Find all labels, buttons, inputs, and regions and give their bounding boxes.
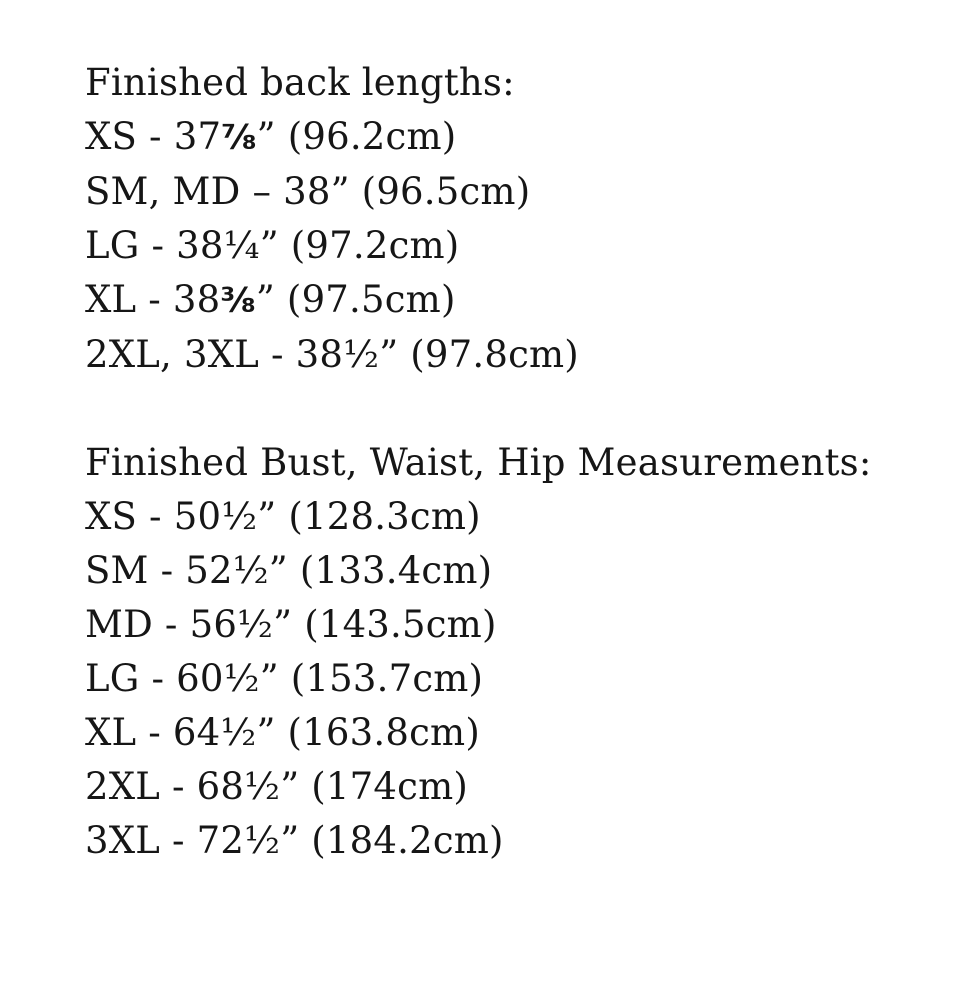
measurement-line: XS - 50½” (128.3cm) <box>85 495 481 538</box>
measurement-line: SM - 52½” (133.4cm) <box>85 549 493 592</box>
measurement-line: XL - 64½” (163.8cm) <box>85 711 480 754</box>
fraction-glyph: ⅜ <box>220 281 256 321</box>
measurement-line: XL - 38⅜” (97.5cm) <box>85 278 456 321</box>
measurement-line: 3XL - 72½” (184.2cm) <box>85 819 504 862</box>
fraction-glyph: ⅞ <box>221 118 257 158</box>
measurement-line: LG - 38¼” (97.2cm) <box>85 224 460 267</box>
measurement-line: SM, MD – 38” (96.5cm) <box>85 170 531 213</box>
measurement-section <box>85 436 918 868</box>
measurement-section <box>85 56 918 382</box>
measurement-line: 2XL, 3XL - 38½” (97.8cm) <box>85 333 579 376</box>
section-title: Finished Bust, Waist, Hip Measurements: <box>85 441 872 484</box>
measurement-line: LG - 60½” (153.7cm) <box>85 657 484 700</box>
measurement-line: MD - 56½” (143.5cm) <box>85 603 497 646</box>
measurement-line: XS - 37⅞” (96.2cm) <box>85 115 457 158</box>
measurement-line: 2XL - 68½” (174cm) <box>85 765 468 808</box>
measurements-content <box>85 56 918 868</box>
section-title: Finished back lengths: <box>85 61 515 104</box>
